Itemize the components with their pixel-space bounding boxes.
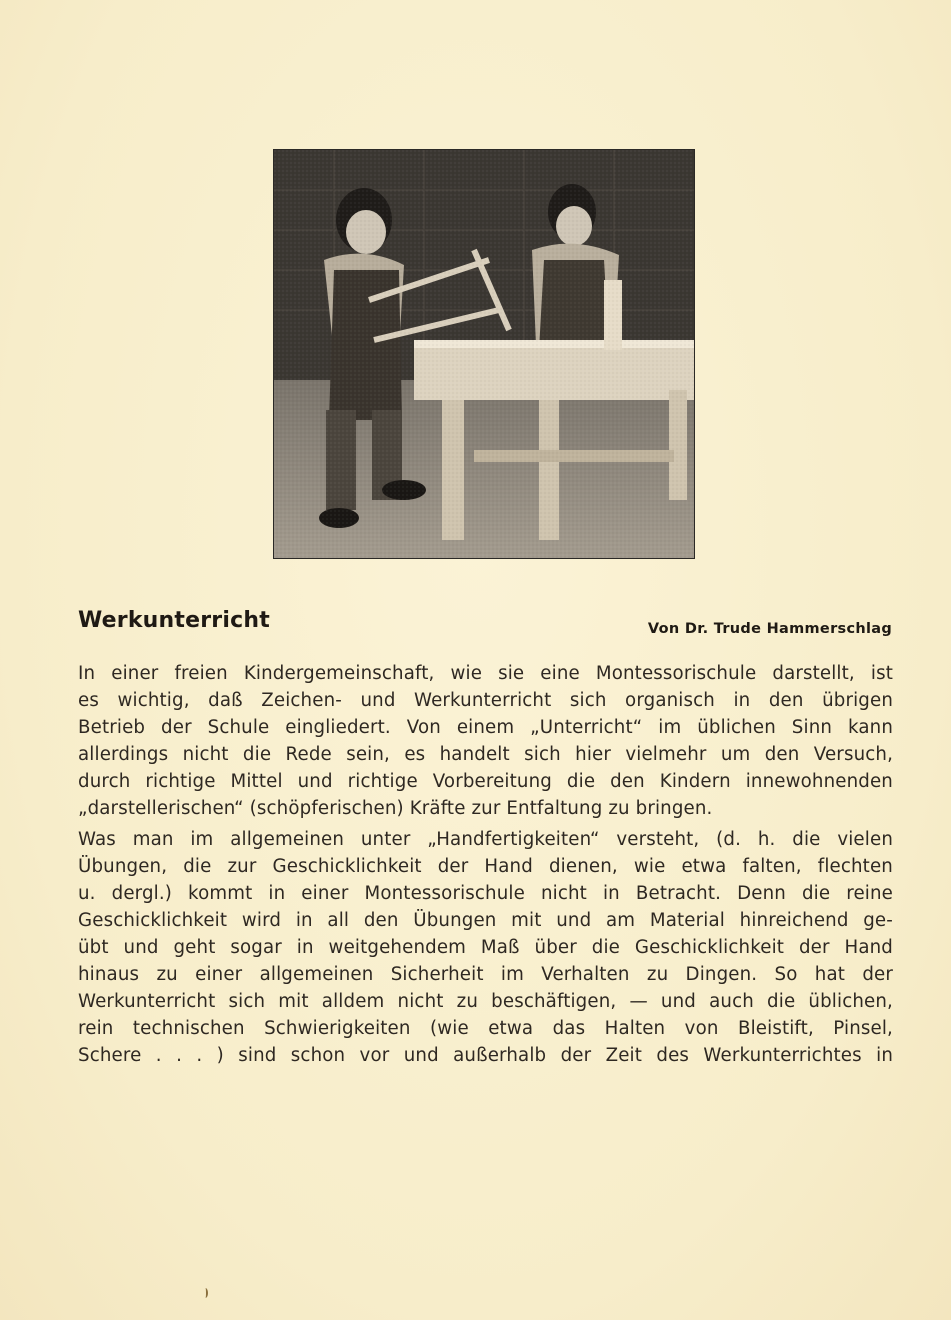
text-line: In einer freien Kindergemeinschaft, wie sie eine Montessorischule darstellt, ist [78,663,893,684]
text-line: u. dergl.) kommt in einer Montessorischule nicht in Betracht. Denn die reine [78,883,893,904]
text-line: Schere . . . ) sind schon vor und außerhalb der Zeit des Werkunterrichtes in [78,1045,893,1066]
text-line: es wichtig, daß Zeichen- und Werkunterricht sich organisch in den übrigen [78,690,893,711]
text-line: Geschicklichkeit wird in all den Übungen mit und am Material hinreichend ge- [78,910,893,931]
text-line: rein technischen Schwierigkeiten (wie etwa das Halten von Bleistift, Pinsel, [78,1018,893,1039]
text-line: übt und geht sogar in weitgehendem Maß über die Geschicklichkeit der Hand [78,937,893,958]
article-body [78,660,893,1073]
children-woodworking-photo-icon [274,150,694,558]
text-line: Betrieb der Schule eingliedert. Von einem „Unterricht“ im üblichen Sinn kann [78,717,893,738]
text-line: allerdings nicht die Rede sein, es handelt sich hier vielmehr um den Versuch, [78,744,893,765]
paragraph-1 [78,660,893,822]
paper-speck [203,1288,208,1298]
article-title: Werkunterricht [78,608,270,633]
paragraph-2 [78,826,893,1069]
article-byline: Von Dr. Trude Hammerschlag [647,621,892,637]
text-line: Übungen, die zur Geschicklichkeit der Hand dienen, wie etwa falten, flechten [78,856,893,877]
text-line: „darstellerischen“ (schöpferischen) Kräfte zur Entfaltung zu bringen. [78,798,713,819]
text-line: Werkunterricht sich mit alldem nicht zu beschäftigen, — und auch die üblichen, [78,991,893,1012]
text-line: hinaus zu einer allgemeinen Sicherheit im Verhalten zu Dingen. So hat der [78,964,893,985]
text-line: durch richtige Mittel und richtige Vorbereitung die den Kindern innewohnenden [78,771,893,792]
photograph [274,150,694,558]
text-line: Was man im allgemeinen unter „Handfertigkeiten“ versteht, (d. h. die vielen [78,829,893,850]
